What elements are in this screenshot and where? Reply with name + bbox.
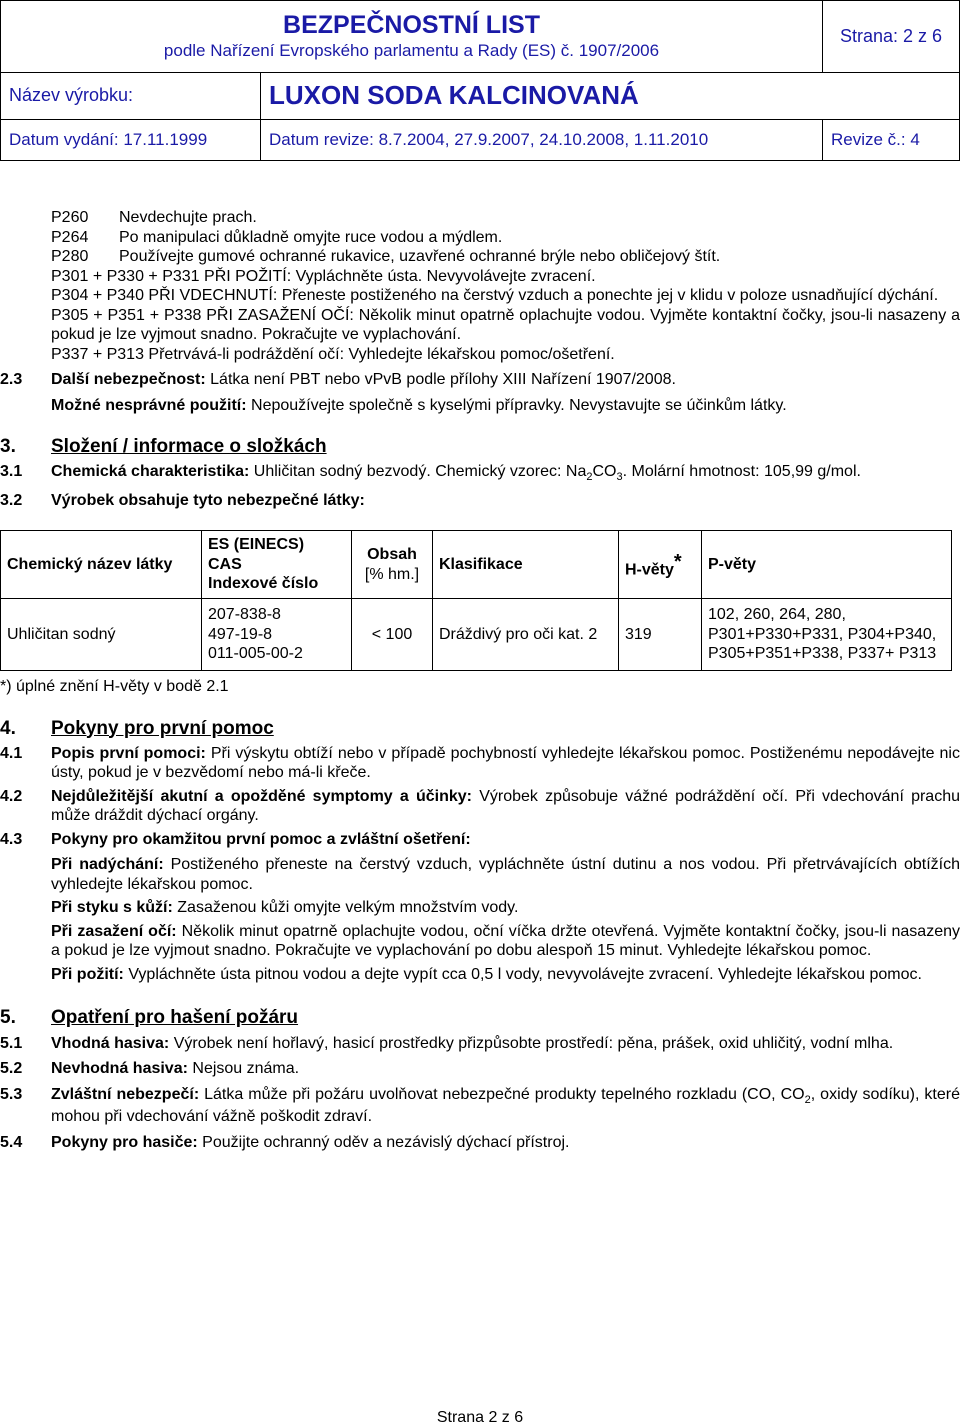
eye-text: Několik minut opatrně oplachujte vodou, oční víčka držte otevřená. Vyjměte kontaktní čočky, jsou-li nasazeny a pokud je lze vyjmout snadno. Pokračujte ve vyplachování po dobu alespoň 15 minut. Vyhledejte lékařskou pomoc. bbox=[51, 922, 960, 960]
section-number: 5.2 bbox=[0, 1060, 23, 1078]
substance-table bbox=[0, 530, 952, 671]
issue-date: Datum vydání: 17.11.1999 bbox=[1, 120, 261, 161]
skin-label: Při styku s kůží: bbox=[51, 899, 173, 917]
section-number: 5. bbox=[0, 1007, 16, 1029]
subscript: 2 bbox=[804, 1093, 811, 1106]
cell-p bbox=[702, 598, 952, 670]
section-label: Výrobek obsahuje tyto nebezpečné látky: bbox=[51, 491, 365, 509]
page-footer: Strana 2 z 6 bbox=[436, 1409, 524, 1426]
cell-es: 207-838-8 bbox=[208, 606, 281, 624]
document-body bbox=[0, 208, 960, 1152]
subscript: 3 bbox=[616, 471, 623, 484]
section-5-2 bbox=[0, 1059, 960, 1079]
header-class: Klasifikace bbox=[433, 531, 619, 599]
p-code: P264 bbox=[51, 228, 89, 246]
header-p: P-věty bbox=[702, 531, 952, 599]
p-combined: P305 + P351 + P338 PŘI ZASAŽENÍ OČÍ: Několik minut opatrně oplachujte vodou. Vyjměte kontaktní čočky, jsou-li nasazeny a pokud je lze vyjmout snadno. Pokračujte ve vyplachování. bbox=[51, 306, 960, 344]
header-h-label: H-věty bbox=[625, 561, 674, 579]
section-5-heading bbox=[0, 1006, 960, 1029]
page-indicator: Strana: 2 z 6 bbox=[823, 1, 960, 73]
cell-ids bbox=[202, 598, 352, 670]
product-name: LUXON SODA KALCINOVANÁ bbox=[261, 73, 960, 120]
section-number: 5.1 bbox=[0, 1034, 23, 1052]
section-4-heading bbox=[0, 717, 960, 740]
section-number: 4. bbox=[0, 717, 16, 739]
section-number: 2.3 bbox=[0, 371, 23, 389]
section-5-1 bbox=[0, 1034, 960, 1054]
document-header bbox=[0, 0, 960, 161]
cell-h: 319 bbox=[619, 598, 702, 670]
header-ids-index: Indexové číslo bbox=[208, 575, 319, 593]
section-label: Vhodná hasiva: bbox=[51, 1034, 170, 1052]
header-h bbox=[619, 531, 702, 599]
section-text: Použijte ochranný oděv a nezávislý dýchací přístroj. bbox=[197, 1133, 570, 1151]
revision-number: Revize č.: 4 bbox=[823, 120, 960, 161]
table-row bbox=[1, 598, 952, 670]
header-ids-cas: CAS bbox=[208, 555, 242, 573]
p-statement-row bbox=[51, 228, 960, 248]
p-combined: P337 + P313 Přetrvává-li podráždění očí: Vyhledejte lékařskou pomoc/ošetření. bbox=[51, 345, 615, 363]
section-text: Při výskytu obtíží nebo v případě pochybností vyhledejte lékařskou pomoc. Postiženému nepodávejte nic ústy, pokud je v bezvědomí nebo má-li křeče. bbox=[51, 744, 960, 782]
section-number: 3. bbox=[0, 436, 16, 458]
p-statements bbox=[51, 208, 960, 364]
subscript: 2 bbox=[586, 471, 593, 484]
misuse-text: Nepoužívejte společně s kyselými přípravky. Nevystavujte se účinkům látky. bbox=[246, 396, 787, 414]
p-statement-row bbox=[51, 247, 960, 267]
p-text: Používejte gumové ochranné rukavice, uzavřené ochranné brýle nebo obličejový štít. bbox=[119, 248, 721, 266]
misuse-label: Možné nesprávné použití: bbox=[51, 396, 247, 414]
header-ids-es: ES (EINECS) bbox=[208, 536, 305, 554]
section-number: 4.3 bbox=[0, 830, 23, 848]
section-number: 5.4 bbox=[0, 1133, 23, 1151]
p-code: P280 bbox=[51, 248, 89, 266]
section-text: Uhličitan sodný bezvodý. Chemický vzorec: Na bbox=[249, 463, 587, 481]
section-number: 4.1 bbox=[0, 744, 23, 762]
section-label: Popis první pomoci: bbox=[51, 744, 206, 762]
cell-class: Dráždivý pro oči kat. 2 bbox=[433, 598, 619, 670]
section-text: Látka může při požáru uvolňovat nebezpečné produkty tepelného rozkladu (CO, CO bbox=[199, 1085, 805, 1103]
section-3-heading bbox=[0, 435, 960, 458]
section-title: Opatření pro hašení požáru bbox=[51, 1007, 299, 1029]
section-3-1 bbox=[0, 462, 960, 485]
header-content-label: Obsah bbox=[367, 546, 417, 564]
section-5-3 bbox=[0, 1085, 960, 1127]
section-text: . Molární hmotnost: 105,99 g/mol. bbox=[622, 463, 861, 481]
cell-content: < 100 bbox=[352, 598, 433, 670]
cell-p-line: 102, 260, 264, 280, bbox=[708, 606, 846, 624]
section-number: 3.1 bbox=[0, 463, 23, 481]
section-number: 5.3 bbox=[0, 1085, 23, 1103]
p-code: P260 bbox=[51, 209, 89, 226]
regulation-subtitle: podle Nařízení Evropského parlamentu a Rady (ES) č. 1907/2006 bbox=[163, 41, 660, 60]
section-text: , oxidy sodíku), které mohou při vdechování vážně poškodit zdraví. bbox=[51, 1085, 960, 1126]
cell-p-line: P301+P330+P331, P304+P340, bbox=[708, 625, 937, 643]
p-text: Nevdechujte prach. bbox=[119, 209, 257, 226]
product-label: Název výrobku: bbox=[1, 73, 261, 120]
cell-p-line: P305+P351+P338, P337+ P313 bbox=[708, 645, 937, 663]
cell-cas: 497-19-8 bbox=[208, 625, 273, 643]
table-footnote: *) úplné znění H-věty v bodě 2.1 bbox=[0, 677, 229, 695]
section-4-3 bbox=[0, 830, 960, 985]
document-title: BEZPEČNOSTNÍ LIST bbox=[283, 11, 540, 39]
section-text: Látka není PBT nebo vPvB podle přílohy XIII Nařízení 1907/2008. bbox=[205, 371, 676, 389]
header-name: Chemický název látky bbox=[1, 531, 202, 599]
inhalation-text: Postiženého přeneste na čerstvý vzduch, vypláchněte ústní dutinu a nos vodou. Při přetrvávajících obtížích vyhledejte lékařskou pomoc. bbox=[51, 856, 960, 893]
p-combined: P304 + P340 PŘI VDECHNUTÍ: Přeneste postiženého na čerstvý vzduch a ponechte jej v klidu v poloze usnadňující dýchání. bbox=[51, 287, 939, 305]
cell-name: Uhličitan sodný bbox=[1, 598, 202, 670]
skin-text: Zasaženou kůži omyjte velkým množstvím vody. bbox=[172, 899, 519, 917]
p-text: Po manipulaci důkladně omyjte ruce vodou a mýdlem. bbox=[119, 228, 503, 246]
section-text: CO bbox=[592, 463, 617, 481]
section-label: Pokyny pro okamžitou první pomoc a zvláštní ošetření: bbox=[51, 830, 471, 848]
section-label: Chemická charakteristika: bbox=[51, 463, 250, 481]
revision-dates: Datum revize: 8.7.2004, 27.9.2007, 24.10.2008, 1.11.2010 bbox=[261, 120, 823, 161]
section-number: 3.2 bbox=[0, 491, 23, 509]
section-4-1 bbox=[0, 744, 960, 783]
eye-label: Při zasažení očí: bbox=[51, 922, 177, 940]
header-title-cell bbox=[1, 1, 823, 73]
header-content-unit: [% hm.] bbox=[364, 565, 420, 583]
header-content bbox=[352, 531, 433, 599]
section-4-2 bbox=[0, 787, 960, 826]
section-label: Pokyny pro hasiče: bbox=[51, 1133, 198, 1151]
header-h-star: * bbox=[673, 550, 682, 573]
section-3-2 bbox=[0, 491, 960, 511]
cell-index: 011-005-00-2 bbox=[208, 645, 303, 663]
section-text: Výrobek není hořlavý, hasicí prostředky přizpůsobte prostředí: pěna, prášek, oxid uhličitý, vodní mlha. bbox=[169, 1034, 894, 1052]
inhalation-label: Při nadýchání: bbox=[51, 856, 164, 874]
ingestion-text: Vypláchněte ústa pitnou vodou a dejte vypít cca 0,5 l vody, nevyvolávejte zvracení. Vyhledejte lékařskou pomoc. bbox=[123, 965, 922, 983]
section-label: Další nebezpečnost: bbox=[51, 371, 206, 389]
p-statement-row bbox=[51, 208, 960, 228]
section-label: Zvláštní nebezpečí: bbox=[51, 1085, 200, 1103]
section-title: Pokyny pro první pomoc bbox=[51, 717, 274, 739]
section-text: Nejsou známa. bbox=[187, 1060, 300, 1078]
table-header-row bbox=[1, 531, 952, 599]
section-text: Výrobek způsobuje vážné podráždění očí. Při vdechování prachu může dráždit dýchací orgány. bbox=[51, 787, 960, 825]
section-2-3 bbox=[0, 370, 960, 415]
section-title: Složení / informace o složkách bbox=[51, 436, 327, 458]
section-5-4 bbox=[0, 1133, 960, 1153]
ingestion-label: Při požití: bbox=[51, 965, 124, 983]
section-number: 4.2 bbox=[0, 787, 23, 805]
p-combined: P301 + P330 + P331 PŘI POŽITÍ: Vypláchněte ústa. Nevyvolávejte zvracení. bbox=[51, 267, 596, 285]
header-ids bbox=[202, 531, 352, 599]
section-label: Nejdůležitější akutní a opožděné symptomy a účinky: bbox=[51, 787, 472, 805]
section-label: Nevhodná hasiva: bbox=[51, 1060, 188, 1078]
